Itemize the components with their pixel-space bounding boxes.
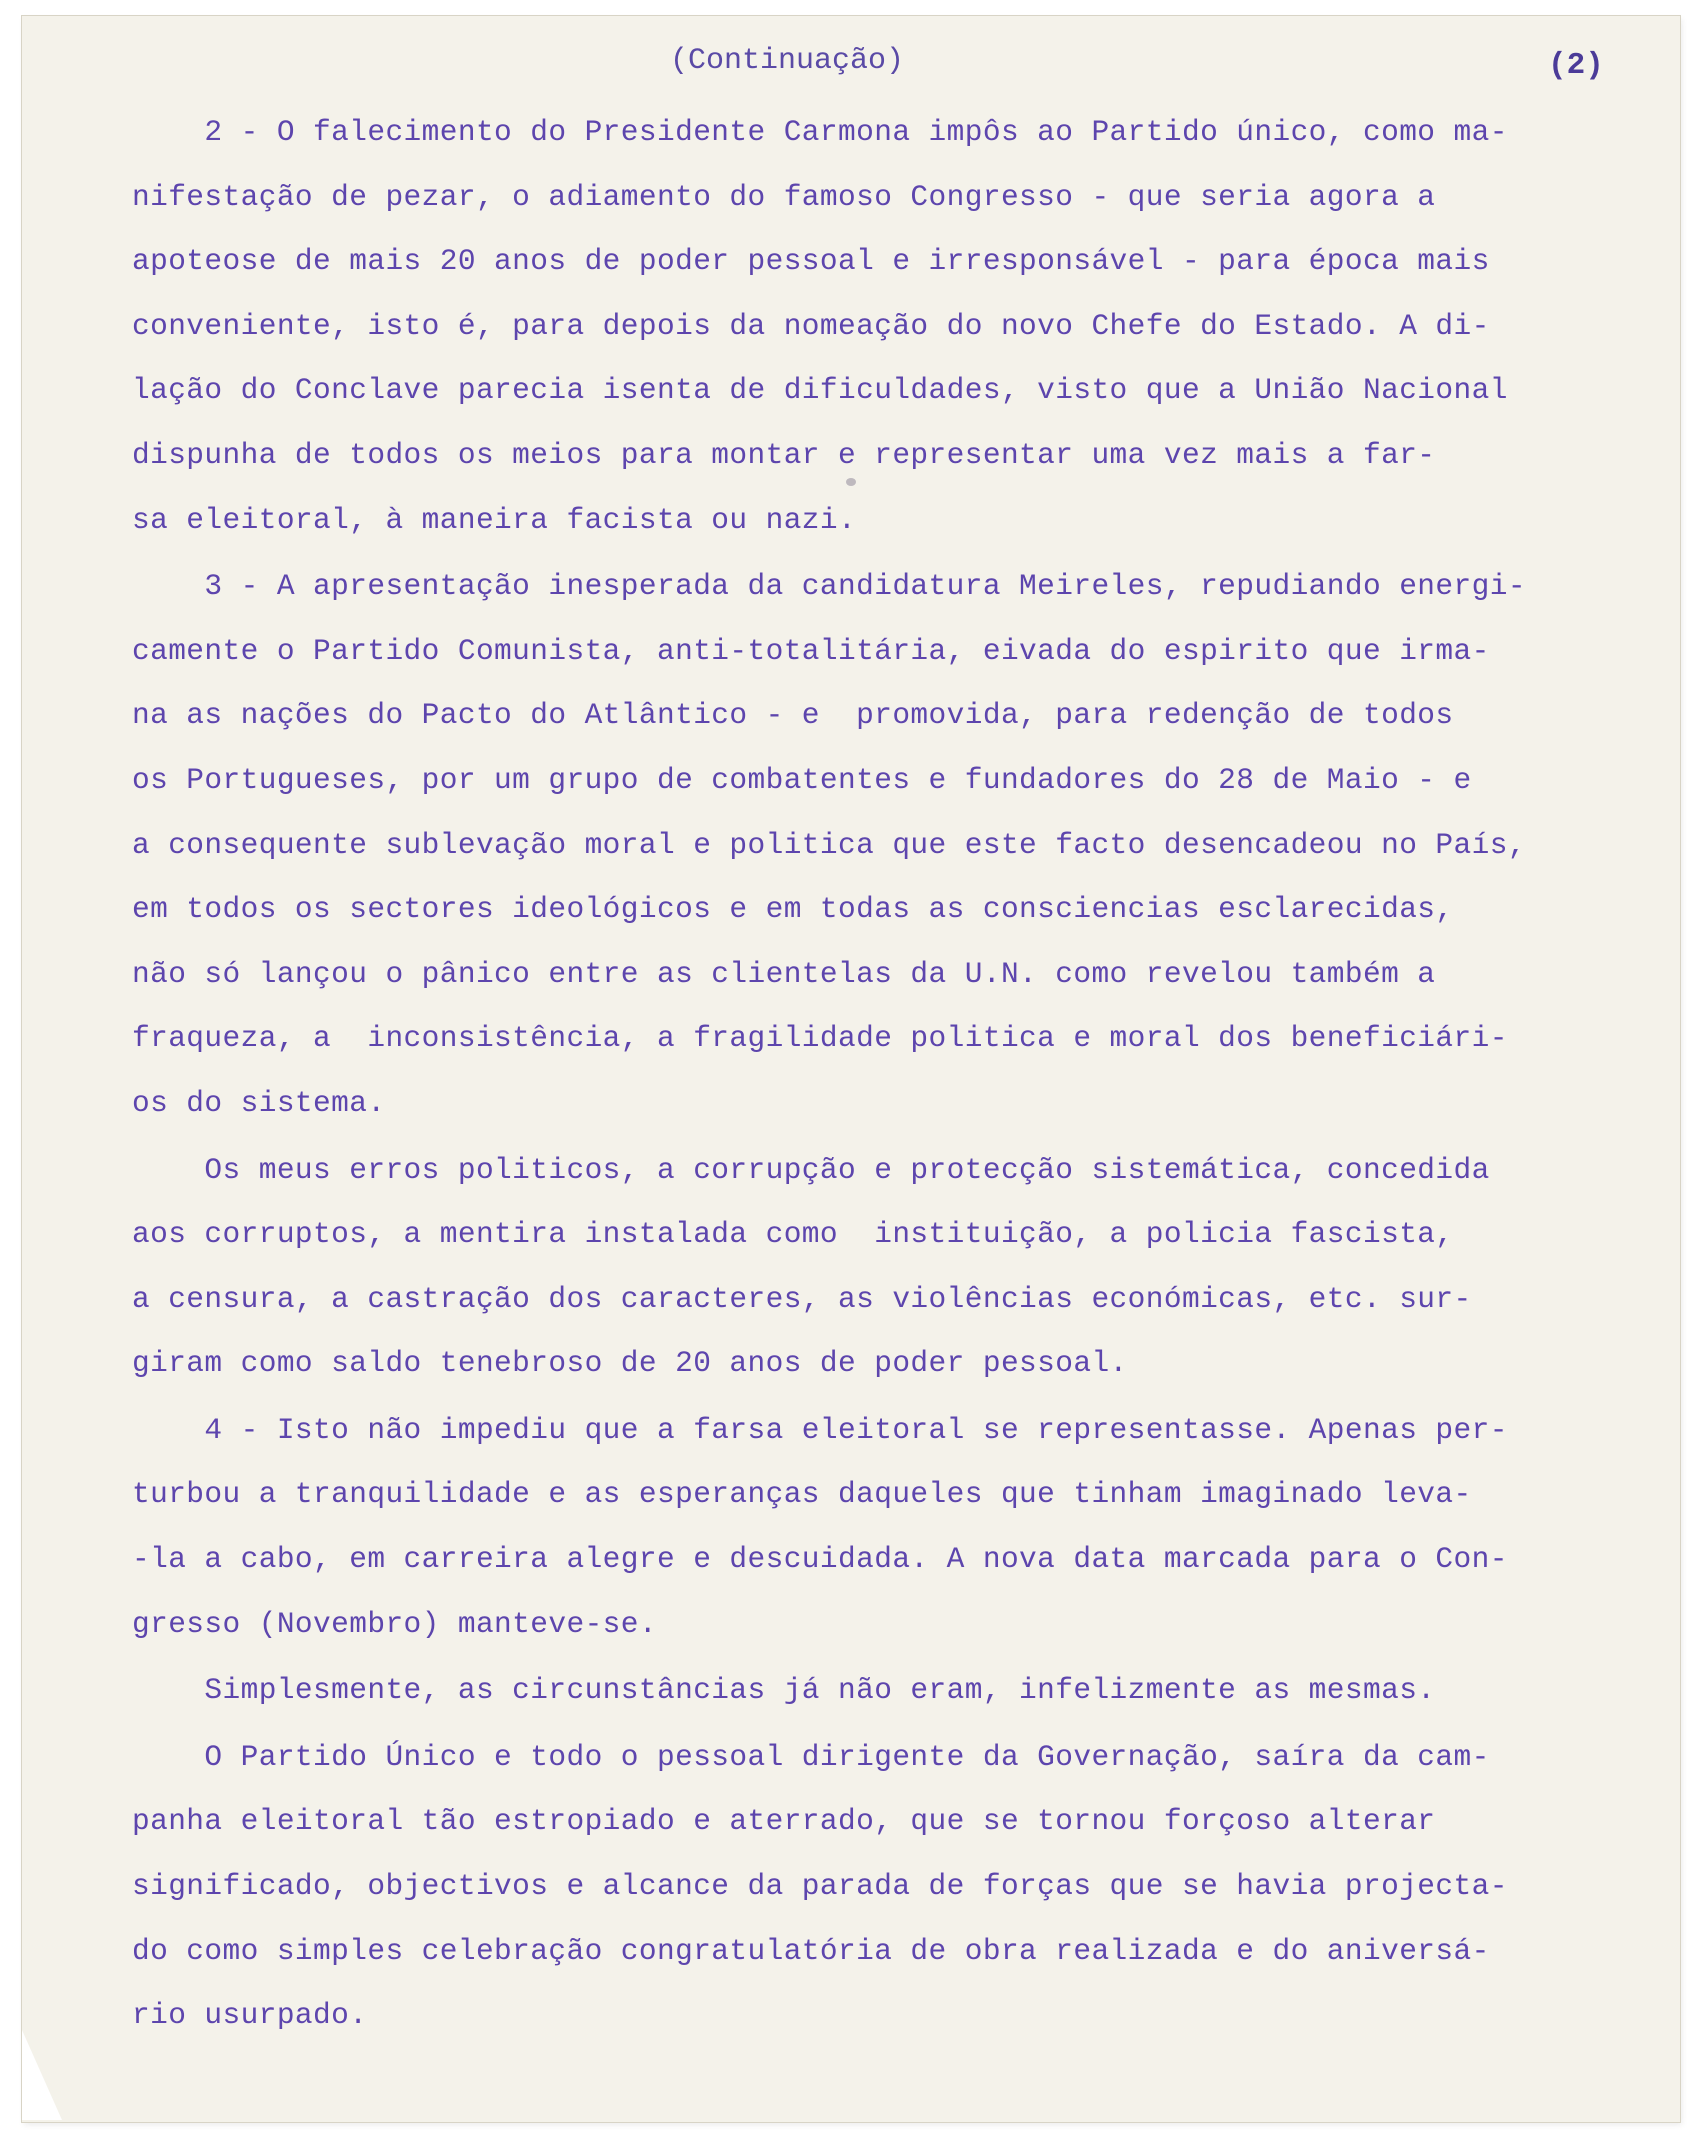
text-line: lação do Conclave parecia isenta de dificuldades, visto que a União Nacional <box>132 373 1508 408</box>
text-line: do como simples celebração congratulatória de obra realizada e do aniversá- <box>132 1933 1490 1968</box>
text-line: rio usurpado. <box>132 1998 368 2033</box>
paragraph-4 <box>132 1398 1672 1656</box>
text-line: 4 - Isto não impediu que a farsa eleitoral se representasse. Apenas per- <box>132 1412 1508 1447</box>
text-line: -la a cabo, em carreira alegre e descuidada. A nova data marcada para o Con- <box>132 1542 1508 1577</box>
paragraph-party <box>132 1725 1672 2048</box>
page-number: (2) <box>1548 48 1604 83</box>
text-line: a censura, a castração dos caracteres, as violências económicas, etc. sur- <box>132 1281 1472 1316</box>
text-line: sa eleitoral, à maneira facista ou nazi. <box>132 502 857 537</box>
text-line: a consequente sublevação moral e politica que este facto desencadeou no País, <box>132 827 1526 862</box>
text-line: não só lançou o pânico entre as clientelas da U.N. como revelou também a <box>132 956 1436 991</box>
paragraph-circumstances <box>132 1658 1672 1723</box>
text-line: 2 - O falecimento do Presidente Carmona impôs ao Partido único, como ma- <box>132 115 1508 149</box>
paragraph-3 <box>132 554 1672 1135</box>
text-line: giram como saldo tenebroso de 20 anos de poder pessoal. <box>132 1346 1128 1381</box>
text-line: gresso (Novembro) manteve-se. <box>132 1606 657 1641</box>
text-line: camente o Partido Comunista, anti-totalitária, eivada do espirito que irma- <box>132 633 1490 668</box>
text-line: turbou a tranquilidade e as esperanças daqueles que tinham imaginado leva- <box>132 1477 1472 1512</box>
text-line: Os meus erros politicos, a corrupção e protecção sistemática, concedida <box>132 1152 1490 1187</box>
text-line: dispunha de todos os meios para montar e representar uma vez mais a far- <box>132 437 1436 472</box>
text-line: em todos os sectores ideológicos e em todas as consciencias esclarecidas, <box>132 892 1454 927</box>
text-line: apoteose de mais 20 anos de poder pessoal e irresponsável - para época mais <box>132 244 1490 279</box>
text-line: Simplesmente, as circunstâncias já não eram, infelizmente as mesmas. <box>132 1673 1436 1708</box>
text-line: 3 - A apresentação inesperada da candidatura Meireles, repudiando energi- <box>132 569 1526 604</box>
torn-corner <box>22 2030 62 2120</box>
paragraph-2 <box>132 100 1672 552</box>
text-line: panha eleitoral tão estropiado e aterrado, que se tornou forçoso alterar <box>132 1804 1436 1839</box>
text-line: O Partido Único e todo o pessoal dirigente da Governação, saíra da cam- <box>132 1739 1490 1774</box>
continuation-heading: (Continuação) <box>670 44 905 78</box>
text-line: na as nações do Pacto do Atlântico - e promovida, para redenção de todos <box>132 698 1454 733</box>
page-header <box>0 44 1700 84</box>
text-line: fraqueza, a inconsistência, a fragilidade politica e moral dos beneficiári- <box>132 1021 1508 1056</box>
text-line: aos corruptos, a mentira instalada como instituição, a policia fascista, <box>132 1217 1454 1252</box>
text-line: significado, objectivos e alcance da parada de forças que se havia projecta- <box>132 1869 1508 1904</box>
text-line: conveniente, isto é, para depois da nomeação do novo Chefe do Estado. A di- <box>132 308 1490 343</box>
text-line: os Portugueses, por um grupo de combatentes e fundadores do 28 de Maio - e <box>132 762 1472 797</box>
text-line: nifestação de pezar, o adiamento do famoso Congresso - que seria agora a <box>132 179 1436 214</box>
document-body <box>132 100 1672 2050</box>
paragraph-errors <box>132 1138 1672 1396</box>
text-line: os do sistema. <box>132 1085 386 1120</box>
